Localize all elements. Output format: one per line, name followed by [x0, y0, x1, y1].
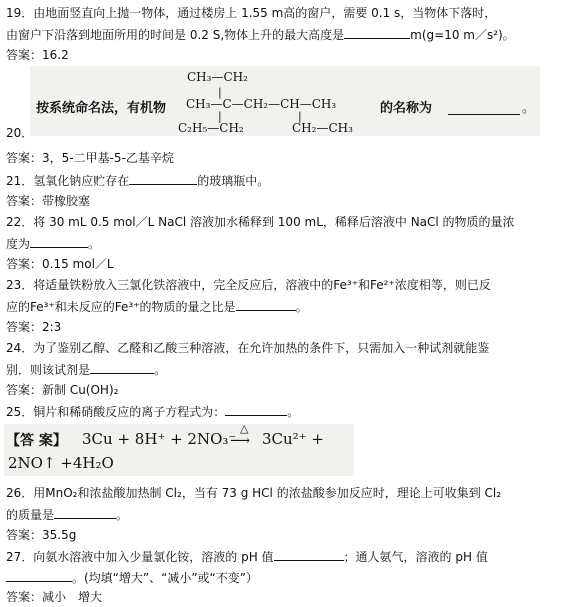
q20-prefix: 按系统命名法，有机物 — [36, 101, 167, 116]
q23-text-a: 应的Fe³⁺和未反应的Fe³⁺的物质的量之比是 — [6, 300, 236, 314]
q21-answer: 答案：带橡胶塞 — [6, 194, 91, 208]
q20-bond-top: | — [218, 86, 222, 99]
q22-blank — [30, 235, 88, 248]
q21-text-a: 21．氢氧化钠应贮存在 — [6, 174, 130, 188]
q27-text-c: 。(均填“增大”、“减小”或“不变”） — [72, 571, 258, 585]
q23-line2 — [6, 298, 566, 315]
q23-line1: 23．将适量铁粉放入三氯化铁溶液中，完全反应后，溶液中的Fe³⁺和Fe²⁺浓度相等，则已反 — [6, 278, 491, 292]
q27-text-a: 27．向氨水溶液中加入少量氯化铵，溶液的 pH 值 — [6, 550, 274, 564]
q22-line2 — [6, 235, 566, 252]
q24-text-a: 别．则该试剂是 — [6, 363, 91, 377]
q25-line1 — [6, 403, 566, 420]
q27-answer: 答案：减小 增大 — [6, 590, 103, 604]
q27-blank-1 — [274, 548, 344, 561]
q20-struct-top: CH₃—CH₂ — [187, 70, 248, 84]
q27-blank-2 — [6, 569, 72, 582]
q26-line2 — [6, 506, 566, 523]
q25-answer-image — [4, 424, 354, 476]
q26-answer: 答案：35.5g — [6, 528, 77, 542]
q19-text-b: m(g=10 m／s²)。 — [410, 28, 515, 42]
q24-line2 — [6, 361, 566, 378]
q27-line1 — [6, 548, 566, 565]
q25-answer-label: 【答 案】 — [6, 433, 67, 449]
q20-number: 20． — [6, 126, 34, 140]
q19-blank — [344, 26, 410, 39]
q20-struct-bot-left: C₂H₅—CH₂ — [178, 121, 244, 135]
q20-suffix: 的名称为 — [380, 101, 433, 116]
q20-bond-bot-left: | — [218, 110, 222, 123]
q20-struct-bot-right: CH₂—CH₃ — [292, 121, 353, 135]
q19-line1: 19．由地面竖直向上抛一物体，通过楼房上 1.55 m高的窗户，需要 0.1 s，当物体下落时， — [6, 6, 497, 20]
q21-blank — [129, 172, 197, 185]
q20-struct-mid: CH₃—C—CH₂—CH—CH₃ — [186, 97, 337, 111]
q22-text-a: 度为 — [6, 237, 31, 251]
q25-eq-right: 3Cu²⁺ + — [262, 430, 324, 448]
q26-text-b: 。 — [116, 508, 129, 522]
q27-text-b: ；通人氨气，溶液的 pH 值 — [343, 550, 488, 564]
q25-eq-arrow: ⟶ — [230, 433, 251, 449]
q24-text-b: 。 — [154, 363, 167, 377]
q25-eq-condition: △ — [240, 422, 249, 435]
q20-bond-bot-right: | — [298, 110, 302, 123]
q20-blank — [448, 102, 520, 115]
q24-blank — [90, 361, 154, 374]
q26-text-a: 的质量是 — [6, 508, 55, 522]
q21-text-b: 的玻璃瓶中。 — [197, 174, 270, 188]
q23-answer: 答案：2:3 — [6, 320, 62, 334]
q25-text-a: 25．铜片和稀硝酸反应的离子方程式为： — [6, 405, 226, 419]
q21-line1 — [6, 172, 566, 189]
q20-formula-image: CH₃—CH₂ | 按系统命名法，有机物 CH₃—C—CH₂—CH—CH₃ 的名称为 。 | | C₂H₅—CH₂ CH₂—CH₃ — [30, 66, 540, 136]
q26-line1: 26．用MnO₂和浓盐酸加热制 Cl₂，当有 73 g HCl 的浓盐酸参加反应时，理论上可收集到 Cl₂ — [6, 486, 502, 500]
q23-text-b: 。 — [295, 300, 308, 314]
q25-eq-line2: 2NO↑ +4H₂O — [8, 454, 114, 472]
q27-line2 — [6, 569, 566, 586]
q26-blank — [54, 506, 116, 519]
q20-answer: 答案：3，5-二甲基-5-乙基辛烷 — [6, 151, 174, 165]
q25-eq-left: 3Cu + 8H⁺ + 2NO₃⁻ — [82, 430, 237, 448]
q25-text-b: 。 — [287, 405, 300, 419]
q22-answer: 答案：0.15 mol／L — [6, 257, 114, 271]
q25-blank — [225, 403, 287, 416]
q22-line1: 22．将 30 mL 0.5 mol／L NaCl 溶液加水稀释到 100 mL，稀释后溶液中 NaCl 的物质的量浓 — [6, 215, 515, 229]
q19-line2 — [6, 26, 566, 43]
q23-blank — [236, 298, 296, 311]
q19-answer: 答案：16.2 — [6, 48, 69, 62]
q19-text-a: 由窗户下沿落到地面所用的时间是 0.2 S,物体上升的最大高度是 — [6, 28, 345, 42]
q24-line1: 24．为了鉴别乙醇、乙醛和乙酸三种溶液，在允许加热的条件下，只需加入一种试剂就能鉴 — [6, 341, 490, 355]
q22-text-b: 。 — [88, 237, 101, 251]
q24-answer: 答案：新制 Cu(OH)₂ — [6, 383, 119, 397]
